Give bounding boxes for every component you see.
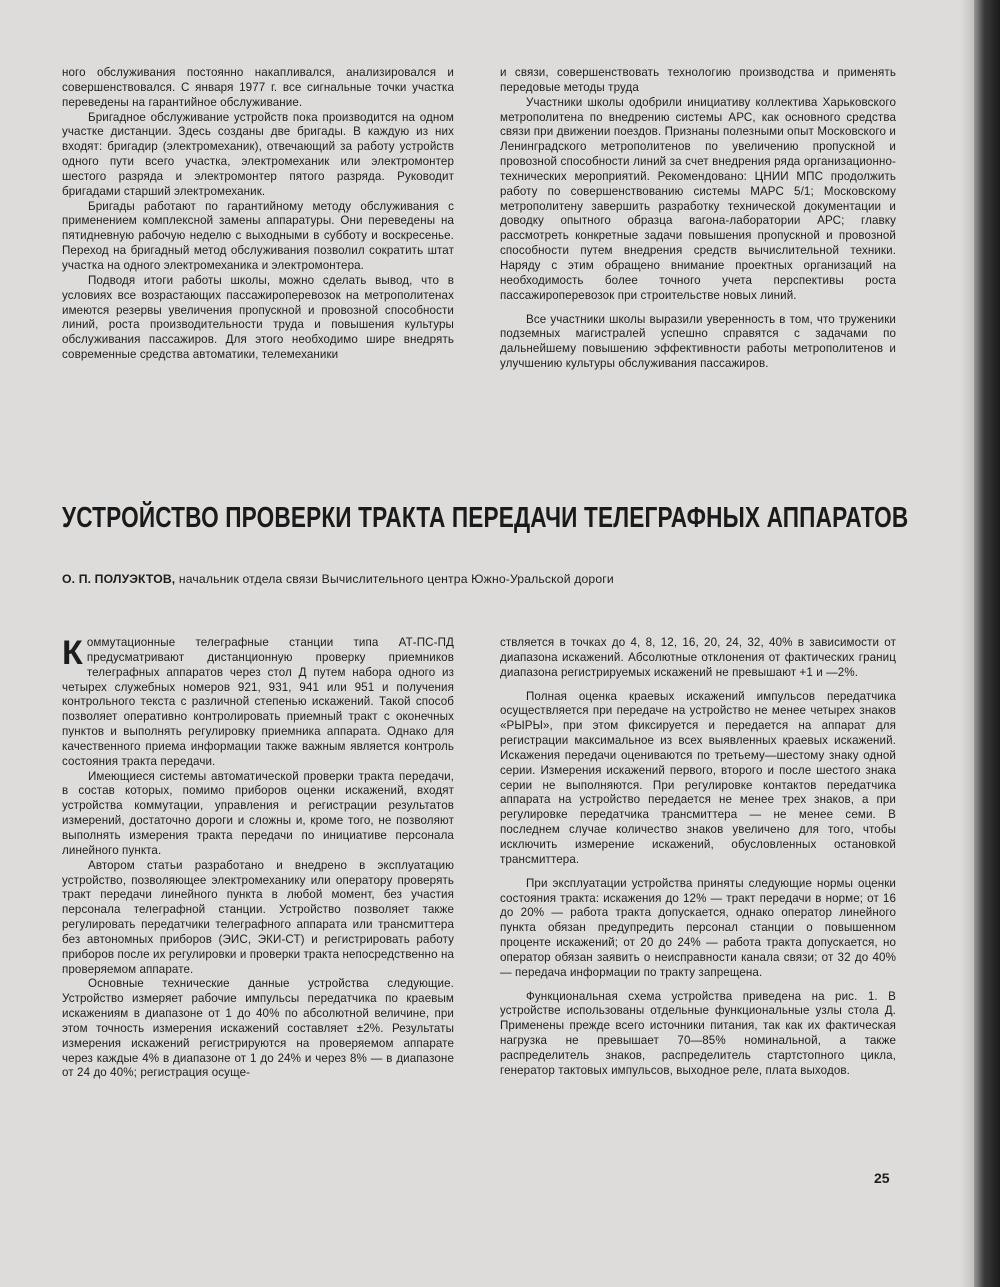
paragraph: Все участники школы выразили уверенность в том, что труженики подземных магистралей успешно справятся с задачами по дальнейшему повышению эффективности работы метрополитенов и улучшению культуры обслуживания пассажиров.	[500, 312, 896, 371]
article-right-column	[500, 636, 896, 1079]
paragraph: Имеющиеся системы автоматической проверки тракта передачи, в состав которых, помимо приборов оценки искажений, входят устройства коммутации, управления и регистрации результатов измерений, достаточно дороги и сложны и, кроме того, не позволяют выполнять измерения тракта передачи по инициативе персонала линейного пункта.	[62, 769, 454, 857]
paragraph: Основные технические данные устройства следующие. Устройство измеряет рабочие импульсы передатчика по краевым искажениям в диапазоне от 1 до 40% по абсолютной величине, при этом точность измерения искажений составляет ±2%. Результаты измерения искажений регистрируются на проверяемом аппарате через каждые 4% в диапазоне от 1 до 24% и через 8% — в диапазоне от 24 до 40%; регистрация осуще-	[62, 977, 454, 1080]
paragraph: Участники школы одобрили инициативу коллектива Харьковского метрополитена по внедрению системы АРС, как основного средства связи при движении поездов. Признаны полезными опыт Московского и Ленинградского метрополитенов по увеличению пропускной и провозной способности линий за счет внедрения ряда организационно-технических мероприятий. Рекомендовано: ЦНИИ МПС продолжить работу по совершенствованию системы МАРС 5/1; Московскому метрополитену завершить разработку технической документации и доводку опытного образца вагона-лаборатории АРС; главку рассмотреть конкретные задачи повышения пропускной и провозной способности путем внедрения средств вычислительной техники. Наряду с этим обращено внимание проектных организаций на необходимость более точного учета перспективы роста пассажироперевозок при строительстве новых линий.	[500, 95, 896, 302]
article-byline	[62, 572, 902, 586]
paragraph: Функциональная схема устройства приведена на рис. 1. В устройстве использованы отдельные функциональные узлы стола Д. Применены прежде всего источники питания, так как их фактическая нагрузка не превышает 70—85% номинальной, а также распределитель знаков, распределитель стартстопного цикла, генератор тактовых импульсов, выходное реле, плата выходов.	[500, 989, 896, 1077]
paragraph: Полная оценка краевых искажений импульсов передатчика осуществляется при передаче на устройство не менее четырех знаков «РЫРЫ», при этом фиксируется и передается на аппарат для регистрации максимальное из всех выявленных краевых искажений. Искажения передачи оцениваются по третьему—шестому знаку одной серии. Измерения искажений первого, второго и после шестого знака серии не выполняются. При регулировке контактов передатчика аппарата на устройство передается не менее трех знаков, а при регулировке передатчика трансмиттера — не менее семи. В последнем случае количество знаков увеличено для того, чтобы исключить измерение искажений, обусловленных остановкой трансмиттера.	[500, 689, 896, 866]
paragraph: Бригадное обслуживание устройств пока производится на одном участке дистанции. Здесь созданы две бригады. В каждую из них входят: бригадир (электромеханик), отвечающий за работу устройств одного пути всего участка, электромеханик или электромонтер шестого разряда и электромонтер пятого разряда. Руководит бригадами старший электромеханик.	[62, 110, 454, 198]
top-left-column	[62, 66, 454, 363]
page-number: 25	[874, 1170, 890, 1186]
author-role: начальник отдела связи Вычислительного центра Южно-Уральской дороги	[178, 572, 614, 586]
paragraph-text: оммутационные телеграфные станции типа АТ-ПС-ПД предусматривают дистанционную проверку приемников телеграфных аппаратов через стол Д путем набора одного из четырех служебных номеров 921, 931, 941 или 951 и получения контрольного текста с различной степенью искажений. Такой способ позволяет оперативно контролировать приемный тракт с оконечных пунктов и выполнять регулировку приемника аппарата. Однако для качественного приема информации также важным является контроль состояния тракта передачи.	[62, 636, 454, 768]
paragraph: Бригады работают по гарантийному методу обслуживания с применением комплексной замены аппаратуры. Они переведены на пятидневную рабочую неделю с выходными в субботу и воскресенье. Переход на бригадный метод обслуживания позволил сократить штат участка на одного электромеханика и электромонтера.	[62, 199, 454, 272]
drop-cap: К	[62, 634, 83, 672]
top-right-column	[500, 66, 896, 372]
paragraph: ного обслуживания постоянно накапливался, анализировался и совершенствовался. С января 1977 г. все сигнальные точки участка переведены на гарантийное обслуживание.	[62, 66, 454, 109]
paragraph	[62, 636, 454, 770]
scan-edge	[974, 0, 1000, 1287]
article-left-column	[62, 636, 454, 1081]
scan-shadow	[960, 0, 974, 1287]
paragraph: ствляется в точках до 4, 8, 12, 16, 20, 24, 32, 40% в зависимости от диапазона искажений. Абсолютные отклонения от фактических границ диапазона регистрируемых искажений не превышают +1 и —2%.	[500, 636, 896, 679]
article-title: УСТРОЙСТВО ПРОВЕРКИ ТРАКТА ПЕРЕДАЧИ ТЕЛЕГРАФНЫХ АППАРАТОВ	[62, 502, 909, 534]
author-name: О. П. ПОЛУЭКТОВ,	[62, 572, 176, 586]
paragraph: Подводя итоги работы школы, можно сделать вывод, что в условиях все возрастающих пассажироперевозок на метрополитенах имеются резервы увеличения пропускной и провозной способности линий, роста производительности труда и повышения культуры обслуживания пассажиров. Для этого необходимо шире внедрять современные средства автоматики, телемеханики	[62, 273, 454, 362]
paragraph: Автором статьи разработано и внедрено в эксплуатацию устройство, позволяющее электромеханику или оператору проверять тракт передачи линейного пункта в любой момент, без участия персонала телеграфной станции. Устройство позволяет также регулировать передатчики телеграфного аппарата или трансмиттера без автономных приборов (ЭИС, ЭКИ-СТ) и регистрировать работу приборов после их регулировки и проверки тракта непосредственно на проверяемом аппарате.	[62, 858, 454, 976]
paragraph: При эксплуатации устройства приняты следующие нормы оценки состояния тракта: искажения до 12% — тракт передачи в норме; от 16 до 20% — работа тракта допускается, однако оператор линейного пункта обязан предупредить персонал станции о повышенном проценте искажений; от 20 до 24% — работа тракта допускается, но оператор обязан заявить о неисправности канала связи; от 32 до 40% — передача информации по тракту запрещена.	[500, 876, 896, 979]
paragraph: и связи, совершенствовать технологию производства и применять передовые методы труда	[500, 66, 896, 94]
